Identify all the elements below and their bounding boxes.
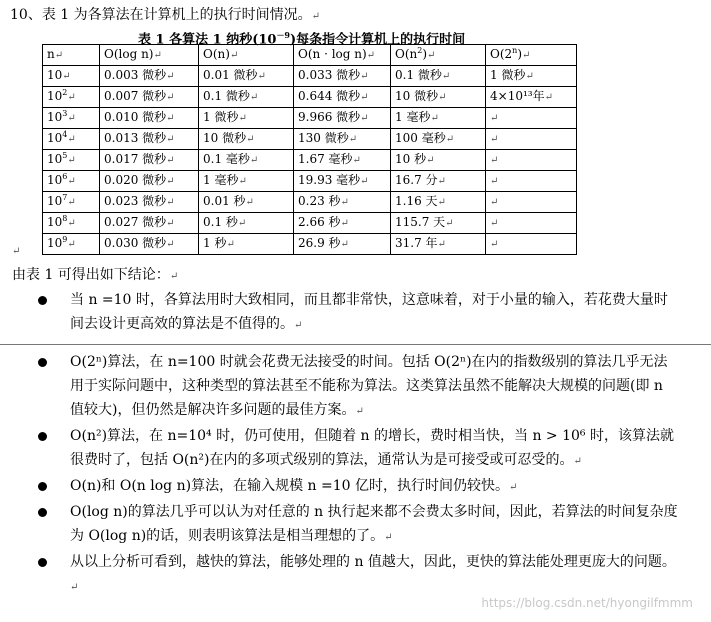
cell-n: $10^2↵$ (43, 87, 100, 108)
bullet-item (0, 288, 711, 338)
bullet-text: 从以上分析可看到，越快的算法，能够处理的 n 值越大，因此，更快的算法能处理更庞大的问题。 (70, 554, 676, 570)
table-row (43, 66, 577, 87)
cell-n: $10^5↵$ (43, 150, 100, 171)
cell-time: 0.003 微秒↵ (100, 66, 199, 87)
cell-time: 0.033 微秒↵ (294, 66, 391, 87)
conclusion-lead (12, 266, 178, 286)
intro-line (10, 6, 320, 26)
paragraph-mark: ↵ (70, 582, 79, 593)
cell-time: 1.16 天↵ (391, 192, 486, 213)
cell-n: $10^6↵$ (43, 171, 100, 192)
paragraph-mark: ↵ (508, 482, 518, 493)
bullet-item (0, 350, 711, 424)
bullet-item (0, 500, 711, 550)
bullet-dot-icon (38, 508, 47, 517)
cell-time: 0.030 微秒↵ (100, 234, 199, 255)
cell-time: 0.644 微秒↵ (294, 87, 391, 108)
paragraph-mark: ↵ (311, 11, 321, 22)
cell-time: 16.7 分↵ (391, 171, 486, 192)
bullet-text: O(n)和 O(n log n)算法，在输入规模 n =10 亿时，执行时间仍较快。 (70, 478, 509, 494)
cell-time: ↵ (486, 108, 577, 129)
cell-time: 26.9 秒↵ (294, 234, 391, 255)
cell-time: 1 微秒↵ (199, 108, 294, 129)
conclusion-bullet-list (0, 350, 711, 600)
paragraph-mark: ↵ (355, 406, 364, 417)
table-body (43, 66, 577, 255)
caption-prefix: 表 1 各算法 1 纳秒(10 (138, 32, 277, 48)
bullet-dot-icon (38, 358, 47, 367)
cell-time: ↵ (486, 213, 577, 234)
bullet-text: O(2ⁿ)算法，在 n=100 时就会花费无法接受的时间。包括 O(2ⁿ)在内的指数级别的算法几乎无法用于实际问题中，这种类型的算法甚至不能称为算法。这类算法虽然不能解决大规模的问题(即 n 值较大)，但仍然是解决许多问题的最佳方案。 (70, 354, 668, 418)
paragraph-mark: ↵ (169, 271, 179, 282)
bullet-dot-icon (38, 482, 47, 491)
bullet-dot-icon (38, 558, 47, 567)
bullet-text: 当 n =10 时，各算法用时大致相同，而且都非常快，这意味着，对于小量的输入，若花费大量时间去设计更高效的算法是不值得的。 (70, 292, 668, 332)
table-row (43, 108, 577, 129)
paragraph-mark: ↵ (384, 532, 393, 543)
bullet-dot-icon (38, 432, 47, 441)
cell-time: ↵ (486, 150, 577, 171)
bullet-item (0, 474, 711, 500)
execution-time-table (42, 44, 577, 255)
cell-n: $10^9↵$ (43, 234, 100, 255)
cell-time: 0.020 微秒↵ (100, 171, 199, 192)
cell-time: 0.01 秒↵ (199, 192, 294, 213)
cell-time: 2.66 秒↵ (294, 213, 391, 234)
cell-n: 10↵ (43, 66, 100, 87)
cell-time: 10 微秒↵ (199, 129, 294, 150)
cell-time: 0.013 微秒↵ (100, 129, 199, 150)
table-row (43, 129, 577, 150)
bullet-item (0, 424, 711, 474)
cell-time: 0.007 微秒↵ (100, 87, 199, 108)
header-onlogn: O(n · log n)↵ (294, 45, 391, 66)
cell-n: $10^8↵$ (43, 213, 100, 234)
header-on2: $O(n^2)↵$ (391, 45, 486, 66)
bullet-text: O(n²)算法，在 n=10⁴ 时，仍可使用，但随着 n 的增长，费时相当快，当 n > 10⁶ 时，该算法就很费时了，包括 O(n²)在内的多项式级别的算法，通常认为是可接受或可忍受的。 (70, 428, 674, 468)
table-row (43, 150, 577, 171)
header-o2n: O(2$^n$)↵ (486, 45, 577, 66)
cell-time: 0.023 微秒↵ (100, 192, 199, 213)
bullet-dot-icon (38, 296, 47, 305)
first-bullet-list (0, 288, 711, 338)
bullet-text: O(log n)的算法几乎可以认为对任意的 n 执行起来都不会费太多时间，因此，若算法的时间复杂度为 O(log n)的话，则表明该算法是相当理想的了。 (70, 504, 678, 544)
cell-time: 0.23 秒↵ (294, 192, 391, 213)
cell-time: ↵ (486, 171, 577, 192)
cell-time: 1 毫秒↵ (199, 171, 294, 192)
paragraph-mark: ↵ (12, 246, 21, 257)
cell-time: 9.966 微秒↵ (294, 108, 391, 129)
caption-suffix: )每条指令计算机上的执行时间 (290, 32, 466, 48)
cell-time: 0.01 微秒↵ (199, 66, 294, 87)
cell-time: 0.017 微秒↵ (100, 150, 199, 171)
cell-time: ↵ (486, 192, 577, 213)
header-on: O(n)↵ (199, 45, 294, 66)
table-row (43, 192, 577, 213)
cell-time: 1 微秒↵ (486, 66, 577, 87)
conclusion-lead-text: 由表 1 可得出如下结论： (12, 267, 170, 283)
cell-time: 0.027 微秒↵ (100, 213, 199, 234)
cell-time: 100 毫秒↵ (391, 129, 486, 150)
header-n: n↵ (43, 45, 100, 66)
cell-time: 10 微秒↵ (391, 87, 486, 108)
cell-time: 1.67 毫秒↵ (294, 150, 391, 171)
cell-time: ↵ (486, 129, 577, 150)
caption-exponent: －9 (276, 30, 291, 40)
cell-time: 0.1 毫秒↵ (199, 150, 294, 171)
cell-time: 4×10¹³年↵ (486, 87, 577, 108)
cell-time: 130 微秒↵ (294, 129, 391, 150)
cell-time: 0.1 微秒↵ (391, 66, 486, 87)
cell-n: $10^4↵$ (43, 129, 100, 150)
cell-n: $10^7↵$ (43, 192, 100, 213)
cell-time: 1 毫秒↵ (391, 108, 486, 129)
cell-time: 19.93 毫秒↵ (294, 171, 391, 192)
cell-n: $10^3↵$ (43, 108, 100, 129)
cell-time: ↵ (486, 234, 577, 255)
table-row (43, 213, 577, 234)
watermark: https://blog.csdn.net/hyongilfmmm (481, 596, 693, 610)
paragraph-mark: ↵ (573, 456, 582, 467)
table-row (43, 234, 577, 255)
paragraph-mark: ↵ (294, 320, 303, 331)
cell-time: 115.7 天↵ (391, 213, 486, 234)
bullet-item (0, 550, 711, 600)
intro-text: 10、表 1 为各算法在计算机上的执行时间情况。 (10, 7, 312, 23)
section-divider (0, 344, 711, 345)
table-row (43, 171, 577, 192)
cell-time: 0.010 微秒↵ (100, 108, 199, 129)
table-header-row (43, 45, 577, 66)
cell-time: 10 秒↵ (391, 150, 486, 171)
cell-time: 31.7 年↵ (391, 234, 486, 255)
table-row (43, 87, 577, 108)
cell-time: 1 秒↵ (199, 234, 294, 255)
cell-time: 0.1 微秒↵ (199, 87, 294, 108)
header-olog: O(log n)↵ (100, 45, 199, 66)
cell-time: 0.1 秒↵ (199, 213, 294, 234)
